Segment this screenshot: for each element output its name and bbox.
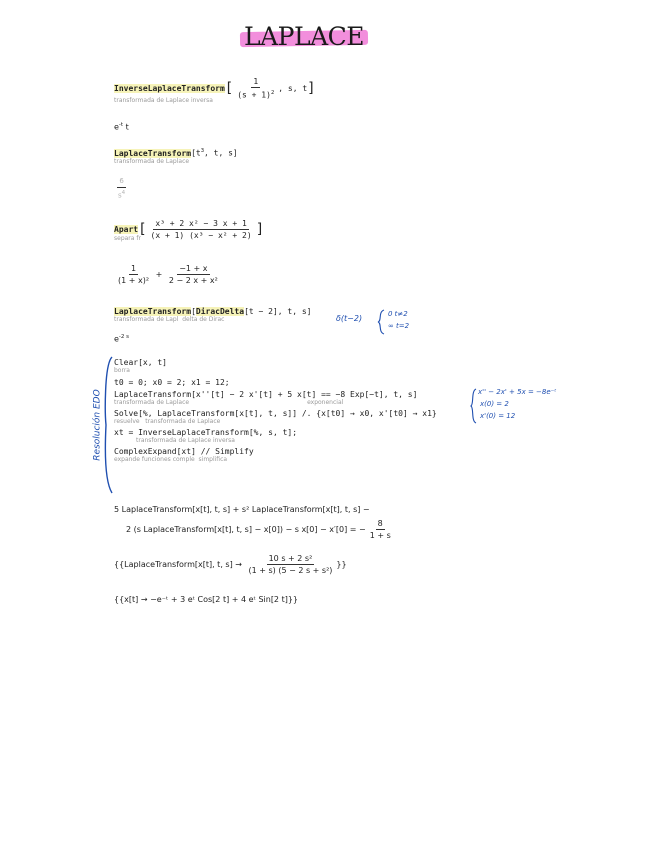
function-name: InverseLaplaceTransform xyxy=(114,83,225,93)
handwritten-case-1: 0 t≠2 xyxy=(388,310,408,318)
page-title: LAPLACE xyxy=(243,22,364,51)
code-line: t0 = 0; x0 = 2; x1 = 12; xyxy=(114,378,230,387)
code-line: Clear[x, t] xyxy=(114,358,167,367)
handwritten-delta: δ(t−2) xyxy=(336,314,363,323)
line-hint: borra xyxy=(114,367,130,374)
cell-ode-solution[interactable]: Clear[x, t] borra t0 = 0; x0 = 2; x1 = 12; LaplaceTransform[x''[t] − 2 x'[t] + 5 x[t] == −8 Exp[−t], t, s] transformada de Laplace exponencial Solve[%, LaplaceTransform[x[t], t, s]] /. {x[t0] → x0, x'[t0] → x1} resuelve transformada de Laplace xt = InverseLaplaceTransform[%, s, t]; transformada de Laplace inversa ComplexExpand[xt] // Simplify expande funciones comple simplifica xyxy=(114,358,437,463)
output-6: {{LaplaceTransform[x[t], t, s] → $\frac{\text{10 s + 2 s²}}{\text{(1 + s) (5 − 2 s + s²)}}$ }} xyxy=(114,554,347,575)
output-7: {{x[t] → −e⁻ᵗ + 3 eᵗ Cos[2 t] + 4 eᵗ Sin[2 t]}} xyxy=(114,595,299,604)
handwritten-case-2: ∞ t=2 xyxy=(388,322,410,330)
output-3: $\frac{1}{\text{(1 + x)²}}$ + $\frac{-1 + x}{\text{2 − 2 x + x²}}$ xyxy=(118,264,218,285)
cell-apart[interactable]: Apart[ $\frac{\text{x³ + 2 x² − 3 x + 1}}{\text{(x + 1) (x³ − x² + 2)}}$ ] separa fr xyxy=(114,219,265,242)
denominator-exponent: 2 xyxy=(270,90,275,96)
code-line: xt = InverseLaplaceTransform[%, s, t]; xyxy=(114,428,298,437)
output-1: $e^{-t}$ t xyxy=(114,122,129,132)
output-5b: 2 (s LaplaceTransform[x[t], t, s] − x[0]) − s x[0] − x′[0] = − $\frac{8}{1 + s}$ xyxy=(126,519,391,540)
function-name: Apart xyxy=(114,225,139,234)
handwritten-ic-1: x(0) = 2 xyxy=(480,400,509,408)
arguments: , s, t xyxy=(278,83,308,93)
cell-laplace-dirac[interactable]: LaplaceTransform[DiracDelta[t − 2], t, s] transformada de Lapl delta de Dirac xyxy=(114,307,312,323)
function-name: LaplaceTransform xyxy=(114,148,192,158)
fraction-denominator: (s + 1) xyxy=(237,90,271,100)
ode-brace xyxy=(470,388,478,424)
output-4: $e^{-2 s}$ xyxy=(114,334,130,344)
title-block xyxy=(238,22,370,52)
code-line: Solve[%, LaplaceTransform[x[t], t, s]] /. {x[t0] → x0, x'[t0] → x1} xyxy=(114,409,437,418)
function-name: LaplaceTransform xyxy=(114,307,192,316)
function-hint: transformada de Laplace inversa xyxy=(114,96,213,104)
function-hint: transformada de Laplace xyxy=(114,157,190,165)
line-hint: transformada de Laplace inversa xyxy=(136,437,235,444)
output-2: $\frac{6}{s^4}$ xyxy=(118,177,126,200)
output-5a: 5 LaplaceTransform[x[t], t, s] + s² LaplaceTransform[x[t], t, s] − xyxy=(114,505,370,514)
case-brace xyxy=(376,309,386,335)
handwritten-ode: x'' − 2x' + 5x = −8e⁻ᵗ xyxy=(478,388,557,396)
handwritten-ic-2: x'(0) = 12 xyxy=(480,412,516,420)
code-line: LaplaceTransform[x''[t] − 2 x'[t] + 5 x[t] == −8 Exp[−t], t, s] xyxy=(114,390,418,399)
function-hint: separa fr xyxy=(114,235,141,242)
cell-inverse-laplace[interactable]: InverseLaplaceTransform[ $\frac{1}{(s + 1)^2}$ , s, t] transformada de Laplace inversa xyxy=(114,77,316,104)
code-line: ComplexExpand[xt] // Simplify xyxy=(114,447,254,456)
fraction-numerator: 1 xyxy=(253,77,259,86)
inner-function-name: DiracDelta xyxy=(195,307,245,316)
cell-laplace-t3[interactable]: $LaplaceTransform[t^3$, t, s] transformada de Laplace xyxy=(114,148,238,165)
handwritten-side-label: Resolución EDO xyxy=(92,389,103,461)
